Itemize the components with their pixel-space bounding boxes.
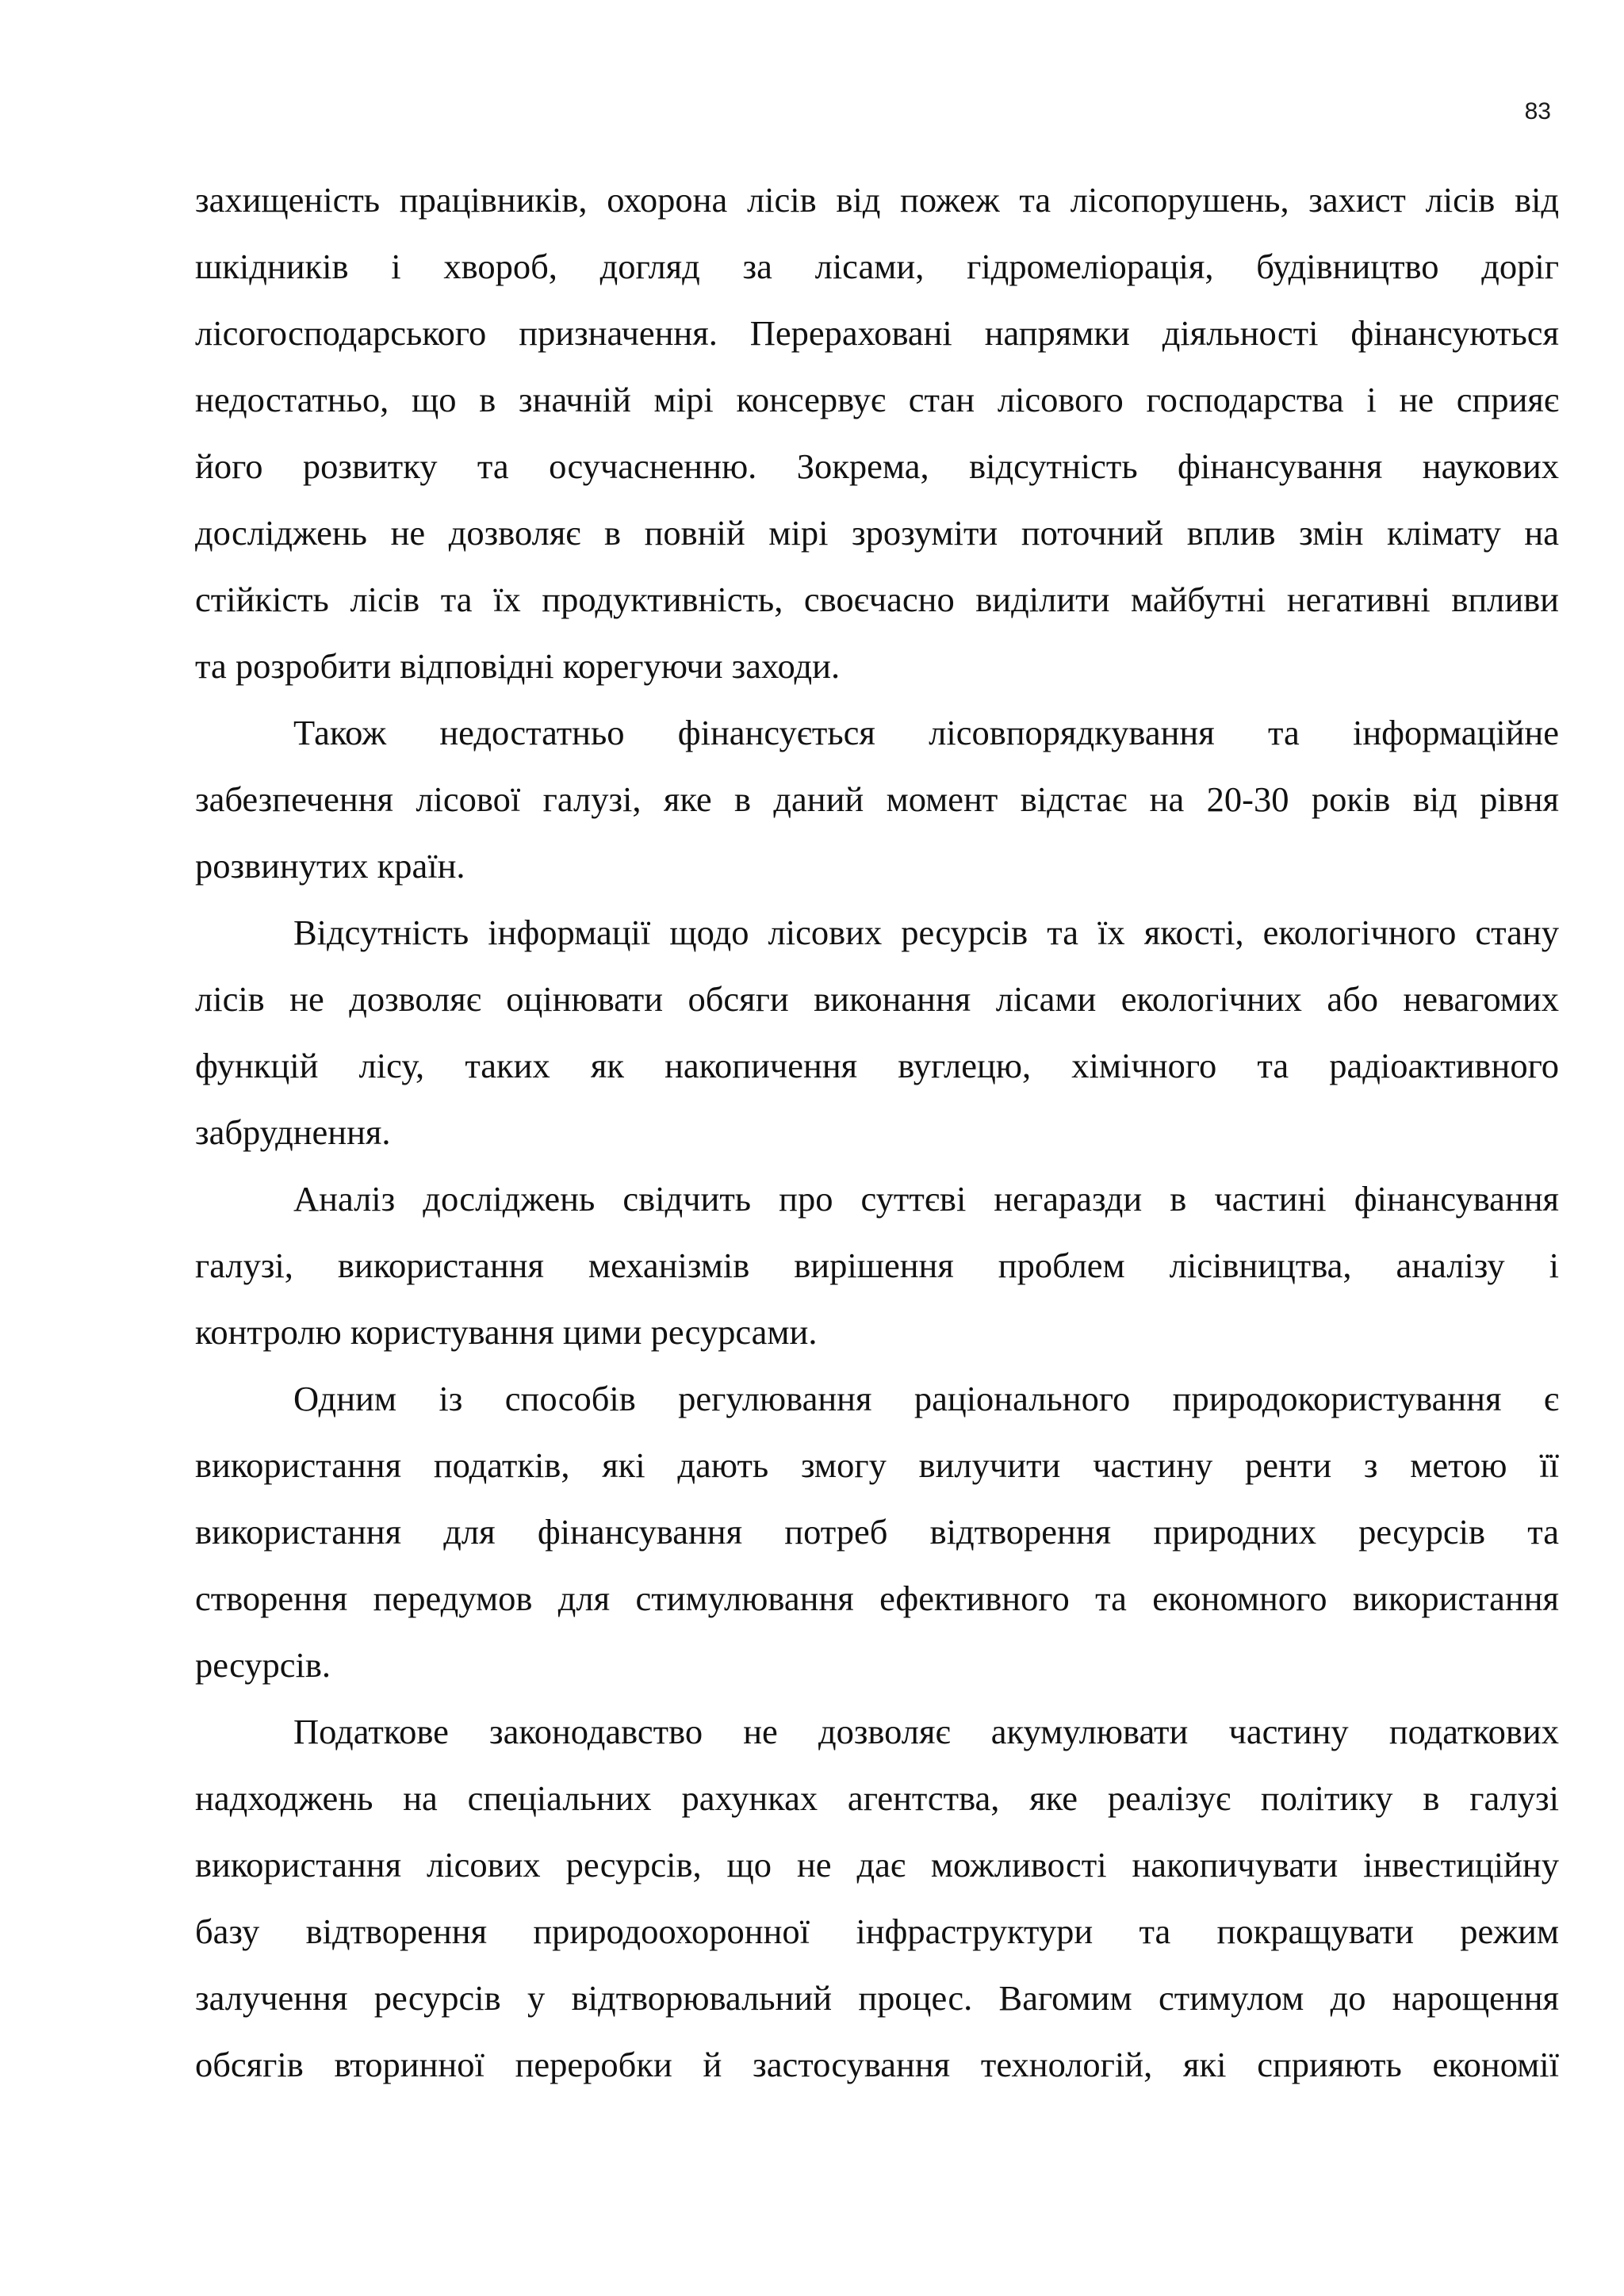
text-line: Одним із способів регулювання раціонального природокористування є <box>293 1379 1559 1418</box>
text-line: Також недостатньо фінансується лісовпорядкування та інформаційне <box>293 713 1559 752</box>
text-line: базу відтворення природоохоронної інфраструктури та покращувати режим <box>195 1911 1559 1951</box>
text-line: використання лісових ресурсів, що не дає можливості накопичувати інвестиційну <box>195 1845 1559 1885</box>
text-line: залучення ресурсів у відтворювальний процес. Вагомим стимулом до нарощення <box>195 1978 1559 2018</box>
text-line: шкідників і хвороб, догляд за лісами, гідромеліорація, будівництво доріг <box>195 247 1559 286</box>
text-line: використання для фінансування потреб відтворення природних ресурсів та <box>195 1512 1559 1552</box>
text-line: функцій лісу, таких як накопичення вуглецю, хімічного та радіоактивного <box>195 1046 1559 1085</box>
text-line: ресурсів. <box>195 1645 331 1685</box>
text-line: недостатньо, що в значній мірі консервує стан лісового господарства і не сприяє <box>195 380 1559 419</box>
paragraph <box>195 1365 1559 1698</box>
text-line: лісів не дозволяє оцінювати обсяги виконання лісами екологічних або невагомих <box>195 979 1559 1019</box>
text-line: забезпечення лісової галузі, яке в даний момент відстає на 20-30 років від рівня <box>195 779 1559 819</box>
text-line: стійкість лісів та їх продуктивність, своєчасно виділити майбутні негативні впливи <box>195 580 1559 619</box>
text-line: захищеність працівників, охорона лісів від пожеж та лісопорушень, захист лісів від <box>195 180 1559 220</box>
text-line: створення передумов для стимулювання ефективного та економного використання <box>195 1578 1559 1618</box>
text-line: досліджень не дозволяє в повній мірі зрозуміти поточний вплив змін клімату на <box>195 513 1559 553</box>
body-text <box>195 166 1559 2098</box>
text-line: використання податків, які дають змогу вилучити частину ренти з метою її <box>195 1445 1559 1485</box>
text-line: контролю користування цими ресурсами. <box>195 1312 818 1352</box>
text-line: розвинутих країн. <box>195 846 465 886</box>
paragraph <box>195 1165 1559 1365</box>
text-line: його розвитку та осучасненню. Зокрема, відсутність фінансування наукових <box>195 446 1559 486</box>
page-number: 83 <box>1524 98 1551 124</box>
text-line: забруднення. <box>195 1112 391 1152</box>
text-line: Аналіз досліджень свідчить про суттєві негаразди в частині фінансування <box>293 1179 1559 1219</box>
text-line: обсягів вторинної переробки й застосування технологій, які сприяють економії <box>195 2045 1559 2084</box>
paragraph <box>195 699 1559 899</box>
text-line: лісогосподарського призначення. Перераховані напрямки діяльності фінансуються <box>195 313 1559 353</box>
text-line: галузі, використання механізмів вирішення проблем лісівництва, аналізу і <box>195 1246 1559 1285</box>
text-line: Податкове законодавство не дозволяє акумулювати частину податкових <box>293 1712 1559 1751</box>
paragraph <box>195 1698 1559 2098</box>
text-line: та розробити відповідні корегуючи заходи. <box>195 646 841 686</box>
text-line: надходжень на спеціальних рахунках агентства, яке реалізує політику в галузі <box>195 1778 1559 1818</box>
paragraph <box>195 899 1559 1165</box>
text-line: Відсутність інформації щодо лісових ресурсів та їх якості, екологічного стану <box>293 913 1559 952</box>
paragraph <box>195 166 1559 699</box>
